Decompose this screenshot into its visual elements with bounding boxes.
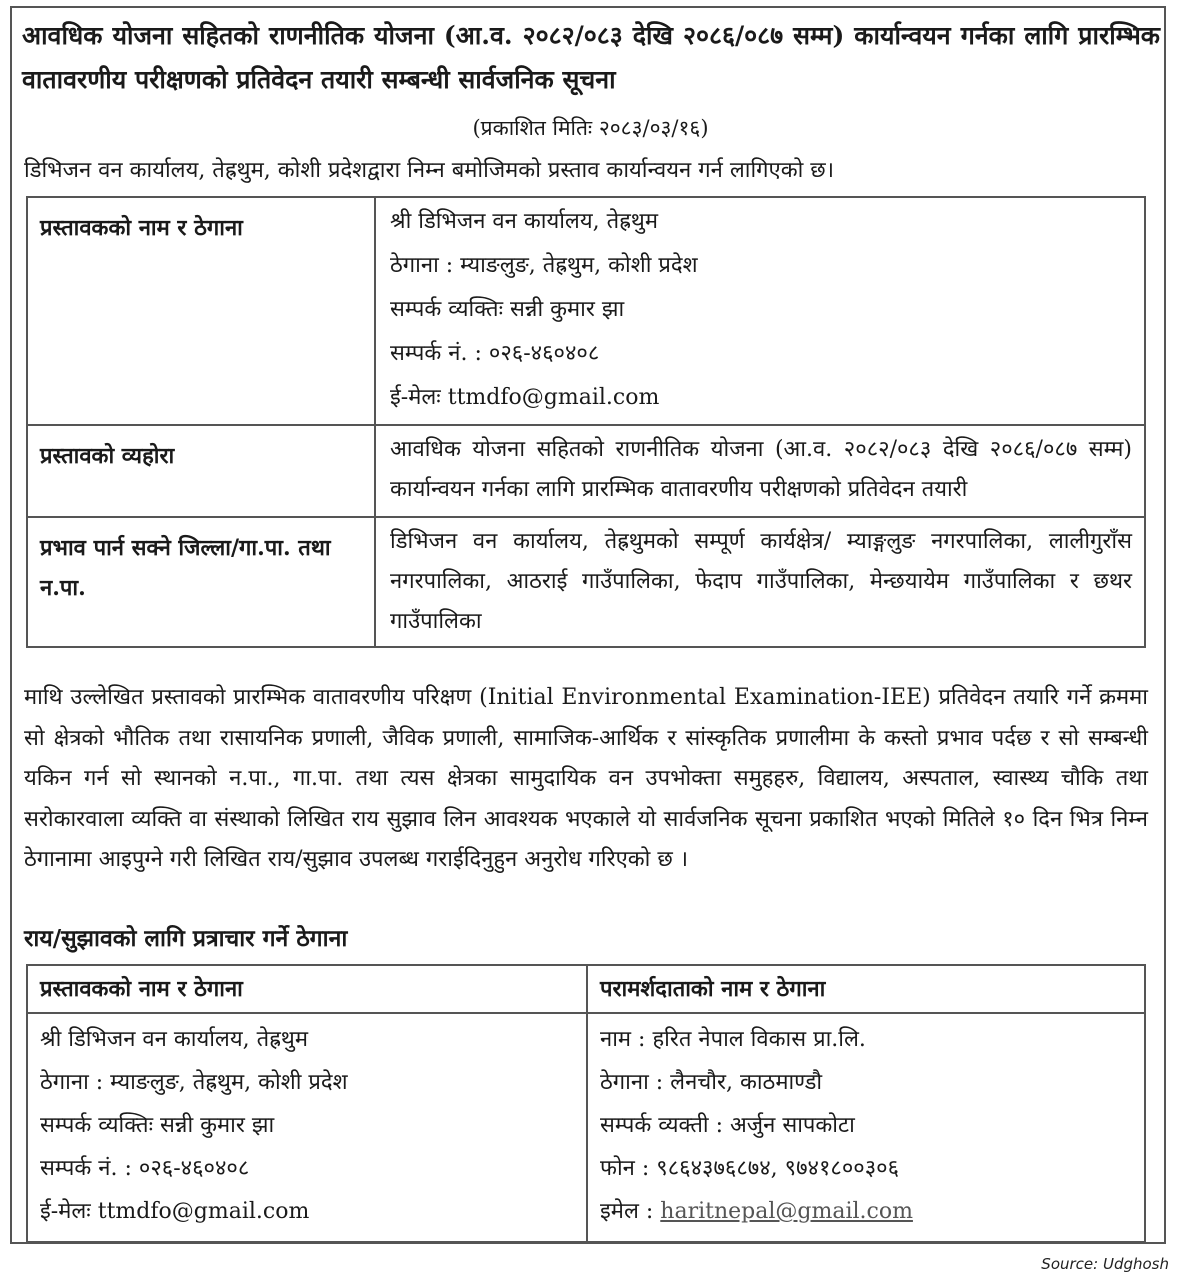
table-row [27, 425, 1145, 517]
proponent-address: ठेगाना : म्याङलुङ, तेह्रथुम, कोशी प्रदेश [40, 1070, 348, 1095]
proponent-label: प्रस्तावकको नाम र ठेगाना [27, 197, 375, 425]
table-row [27, 965, 1145, 1013]
consultant-name: नाम : हरित नेपाल विकास प्रा.लि. [600, 1027, 866, 1052]
consultant-contact [587, 1013, 1145, 1242]
consultant-email-label: इमेल : [600, 1199, 654, 1224]
table-row [27, 1013, 1145, 1242]
proponent-phone: सम्पर्क नं. : ०२६-४६०४०८ [390, 341, 600, 366]
proponent-name: श्री डिभिजन वन कार्यालय, तेह्रथुम [40, 1027, 309, 1052]
notice-title: आवधिक योजना सहितको राणनीतिक योजना (आ.व. २०८२/०८३ देखि २०८६/०८७ सम्म) कार्यान्वयन गर्नका लागि प्रारम्भिक वातावरणीय परीक्षणको प्रतिवेदन तयारी सम्बन्धी सार्वजनिक सूचना [22, 21, 1160, 94]
proponent-header: प्रस्तावकको नाम र ठेगाना [27, 965, 587, 1013]
proposal-subject-label: प्रस्तावको व्यहोरा [27, 425, 375, 517]
consultant-header: परामर्शदाताको नाम र ठेगाना [587, 965, 1145, 1013]
affected-area: डिभिजन वन कार्यालय, तेह्रथुमको सम्पूर्ण कार्यक्षेत्र/ म्याङ्गलुङ नगरपालिका, लालीगुराँस नगरपालिका, आठराई गाउँपालिका, फेदाप गाउँपालिका, मेन्छयायेम गाउँपालिका र छथर गाउँपालिका [375, 517, 1145, 647]
proponent-details [375, 197, 1145, 425]
proponent-email: ई-मेलः ttmdfo@gmail.com [390, 385, 660, 410]
proponent-contact-person: सम्पर्क व्यक्तिः सन्नी कुमार झा [40, 1113, 275, 1138]
contact-heading: राय/सुझावको लागि प्रत्राचार गर्ने ठेगाना [24, 925, 348, 952]
published-date: (प्रकाशित मितिः २०८३/०३/१६) [472, 116, 709, 140]
consultant-phone: फोन : ९८६४३७६८७४, ९७४१८००३०६ [600, 1156, 900, 1181]
table-row [27, 517, 1145, 647]
affected-area-label: प्रभाव पार्न सक्ने जिल्ला/गा.पा. तथा न.पा. [27, 517, 375, 647]
proponent-contact [27, 1013, 587, 1242]
consultant-email-row [600, 1190, 1132, 1233]
consultant-contact-person: सम्पर्क व्यक्ती : अर्जुन सापकोटा [600, 1113, 855, 1138]
contact-table [26, 964, 1146, 1243]
proponent-email: ई-मेलः ttmdfo@gmail.com [40, 1199, 310, 1224]
consultant-email-link[interactable]: haritnepal@gmail.com [660, 1199, 913, 1224]
proponent-contact-person: सम्पर्क व्यक्तिः सन्नी कुमार झा [390, 297, 625, 322]
consultant-address: ठेगाना : लैनचौर, काठमाण्डौ [600, 1070, 823, 1095]
proponent-name: श्री डिभिजन वन कार्यालय, तेह्रथुम [390, 209, 659, 234]
table-row [27, 197, 1145, 425]
proposal-table [26, 196, 1146, 648]
source-credit: Source: Udghosh [1041, 1255, 1169, 1273]
proponent-phone: सम्पर्क नं. : ०२६-४६०४०८ [40, 1156, 250, 1181]
intro-text: डिभिजन वन कार्यालय, तेह्रथुम, कोशी प्रदेशद्वारा निम्न बमोजिमको प्रस्ताव कार्यान्वयन गर्न लागिएको छ। [24, 158, 835, 183]
body-paragraph: माथि उल्लेखित प्रस्तावको प्रारम्भिक वातावरणीय परिक्षण (Initial Environmental Examination-IEE) प्रतिवेदन तयारि गर्ने क्रममा सो क्षेत्रको भौतिक तथा रासायनिक प्रणाली, जैविक प्रणाली, सामाजिक-आर्थिक र सांस्कृतिक प्रणालीमा के कस्तो प्रभाव पर्दछ र सो सम्बन्धी यकिन गर्न सो स्थानको न.पा., गा.पा. तथा त्यस क्षेत्रका सामुदायिक वन उपभोक्ता समुहहरु, विद्यालय, अस्पताल, स्वास्थ्य चौकि तथा सरोकारवाला व्यक्ति वा संस्थाको लिखित राय सुझाव लिन आवश्यक भएकाले यो सार्वजनिक सूचना प्रकाशित भएको मितिले १० दिन भित्र निम्न ठेगानामा आइपुग्ने गरी लिखित राय/सुझाव उपलब्ध गराईदिनुहुन अनुरोध गरिएको छ । [24, 685, 1148, 872]
proposal-subject: आवधिक योजना सहितको राणनीतिक योजना (आ.व. २०८२/०८३ देखि २०८६/०८७ सम्म) कार्यान्वयन गर्नका लागि प्रारम्भिक वातावरणीय परीक्षणको प्रतिवेदन तयारी [375, 425, 1145, 517]
proponent-address: ठेगाना : म्याङलुङ, तेह्रथुम, कोशी प्रदेश [390, 253, 698, 278]
